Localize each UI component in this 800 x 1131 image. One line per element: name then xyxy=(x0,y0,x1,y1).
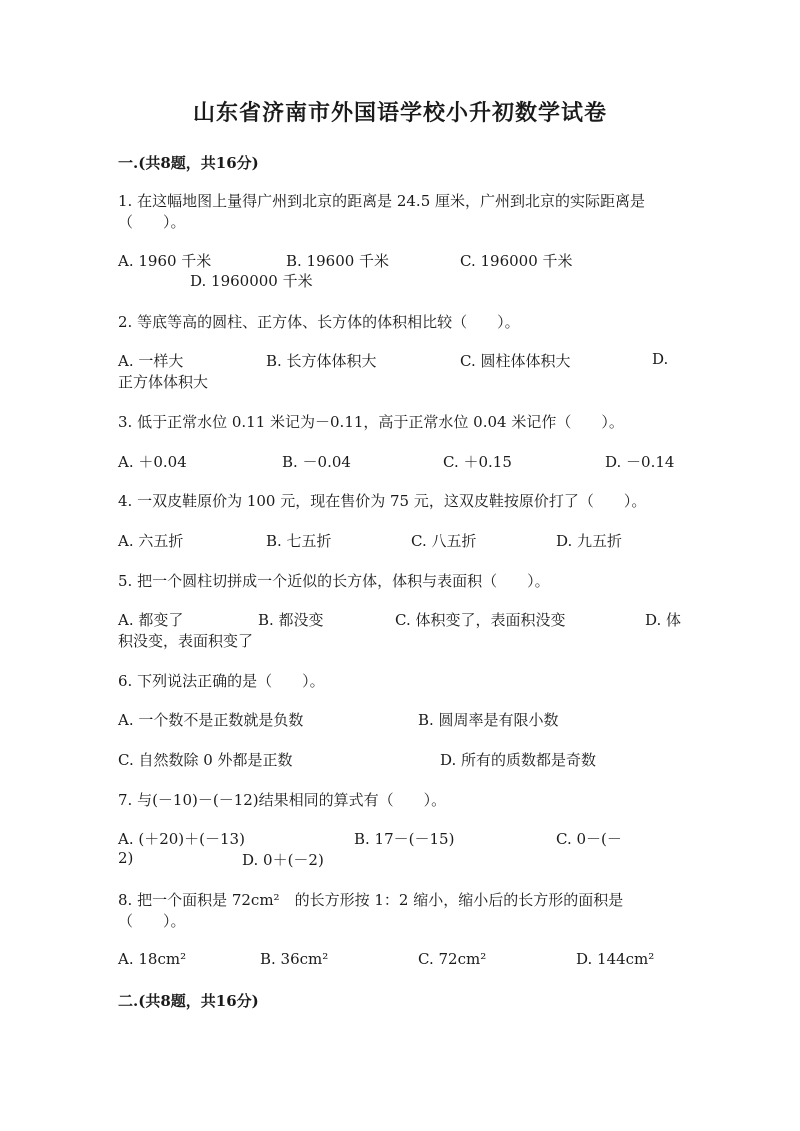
question-3-option-c: C. ＋0.15 xyxy=(443,453,512,471)
question-3-option-d: D. －0.14 xyxy=(605,453,675,471)
question-2-option-d: D. xyxy=(652,350,669,368)
question-5-option-c: C. 体积变了，表面积没变 xyxy=(395,611,566,629)
question-2-option-c: C. 圆柱体体积大 xyxy=(460,352,571,370)
question-8-option-d: D. 144cm² xyxy=(576,950,655,968)
question-1-blank: （ ）。 xyxy=(118,213,186,231)
question-4-option-d: D. 九五折 xyxy=(556,532,623,550)
question-2-option-a: A. 一样大 xyxy=(118,352,184,370)
question-4-option-a: A. 六五折 xyxy=(118,532,184,550)
question-2-option-d-cont: 正方体体积大 xyxy=(118,373,209,391)
question-8-blank: （ ）。 xyxy=(118,912,186,930)
question-5-option-b: B. 都没变 xyxy=(258,611,324,629)
question-7-text: 7. 与(－10)－(－12)结果相同的算式有（ ）。 xyxy=(118,791,447,809)
question-5-text: 5. 把一个圆柱切拼成一个近似的长方体，体积与表面积（ ）。 xyxy=(118,572,550,590)
question-6-text: 6. 下列说法正确的是（ ）。 xyxy=(118,672,325,690)
section-heading-2: 二.(共8题，共16分) xyxy=(118,992,259,1010)
question-8-option-c: C. 72cm² xyxy=(418,950,487,968)
question-6-option-a: A. 一个数不是正数就是负数 xyxy=(118,711,304,729)
question-7-option-c-cont: 2) xyxy=(118,849,134,867)
question-7-option-b: B. 17－(－15) xyxy=(354,830,455,848)
question-7-option-c: C. 0－(－ xyxy=(556,830,622,848)
question-7-option-d: D. 0＋(－2) xyxy=(242,851,324,869)
question-4-option-b: B. 七五折 xyxy=(266,532,332,550)
question-1-option-b: B. 19600 千米 xyxy=(286,252,390,270)
question-6-option-c: C. 自然数除 0 外都是正数 xyxy=(118,751,293,769)
question-1-text: 1. 在这幅地图上量得广州到北京的距离是 24.5 厘米，广州到北京的实际距离是 xyxy=(118,192,646,210)
question-5-option-d: D. 体 xyxy=(645,611,682,629)
question-5-option-a: A. 都变了 xyxy=(118,611,184,629)
question-6-option-d: D. 所有的质数都是奇数 xyxy=(440,751,597,769)
question-8-option-a: A. 18cm² xyxy=(118,950,187,968)
question-3-option-b: B. －0.04 xyxy=(282,453,351,471)
question-8-option-b: B. 36cm² xyxy=(260,950,329,968)
question-2-option-b: B. 长方体体积大 xyxy=(266,352,377,370)
question-4-text: 4. 一双皮鞋原价为 100 元，现在售价为 75 元，这双皮鞋按原价打了（ ）。 xyxy=(118,492,647,510)
question-4-option-c: C. 八五折 xyxy=(411,532,477,550)
question-6-option-b: B. 圆周率是有限小数 xyxy=(418,711,559,729)
section-heading-1: 一.(共8题，共16分) xyxy=(118,154,259,172)
question-3-text: 3. 低于正常水位 0.11 米记为－0.11，高于正常水位 0.04 米记作（ ）。 xyxy=(118,413,624,431)
question-1-option-a: A. 1960 千米 xyxy=(118,252,212,270)
question-1-option-c: C. 196000 千米 xyxy=(460,252,573,270)
question-8-text: 8. 把一个面积是 72cm² 的长方形按 1：2 缩小，缩小后的长方形的面积是 xyxy=(118,891,624,909)
question-5-option-d-cont: 积没变，表面积变了 xyxy=(118,632,254,650)
question-7-option-a: A. (＋20)＋(－13) xyxy=(118,830,245,848)
question-1-option-d: D. 1960000 千米 xyxy=(190,272,313,290)
question-3-option-a: A. ＋0.04 xyxy=(118,453,187,471)
question-2-text: 2. 等底等高的圆柱、正方体、长方体的体积相比较（ ）。 xyxy=(118,313,520,331)
page-title: 山东省济南市外国语学校小升初数学试卷 xyxy=(192,100,607,126)
